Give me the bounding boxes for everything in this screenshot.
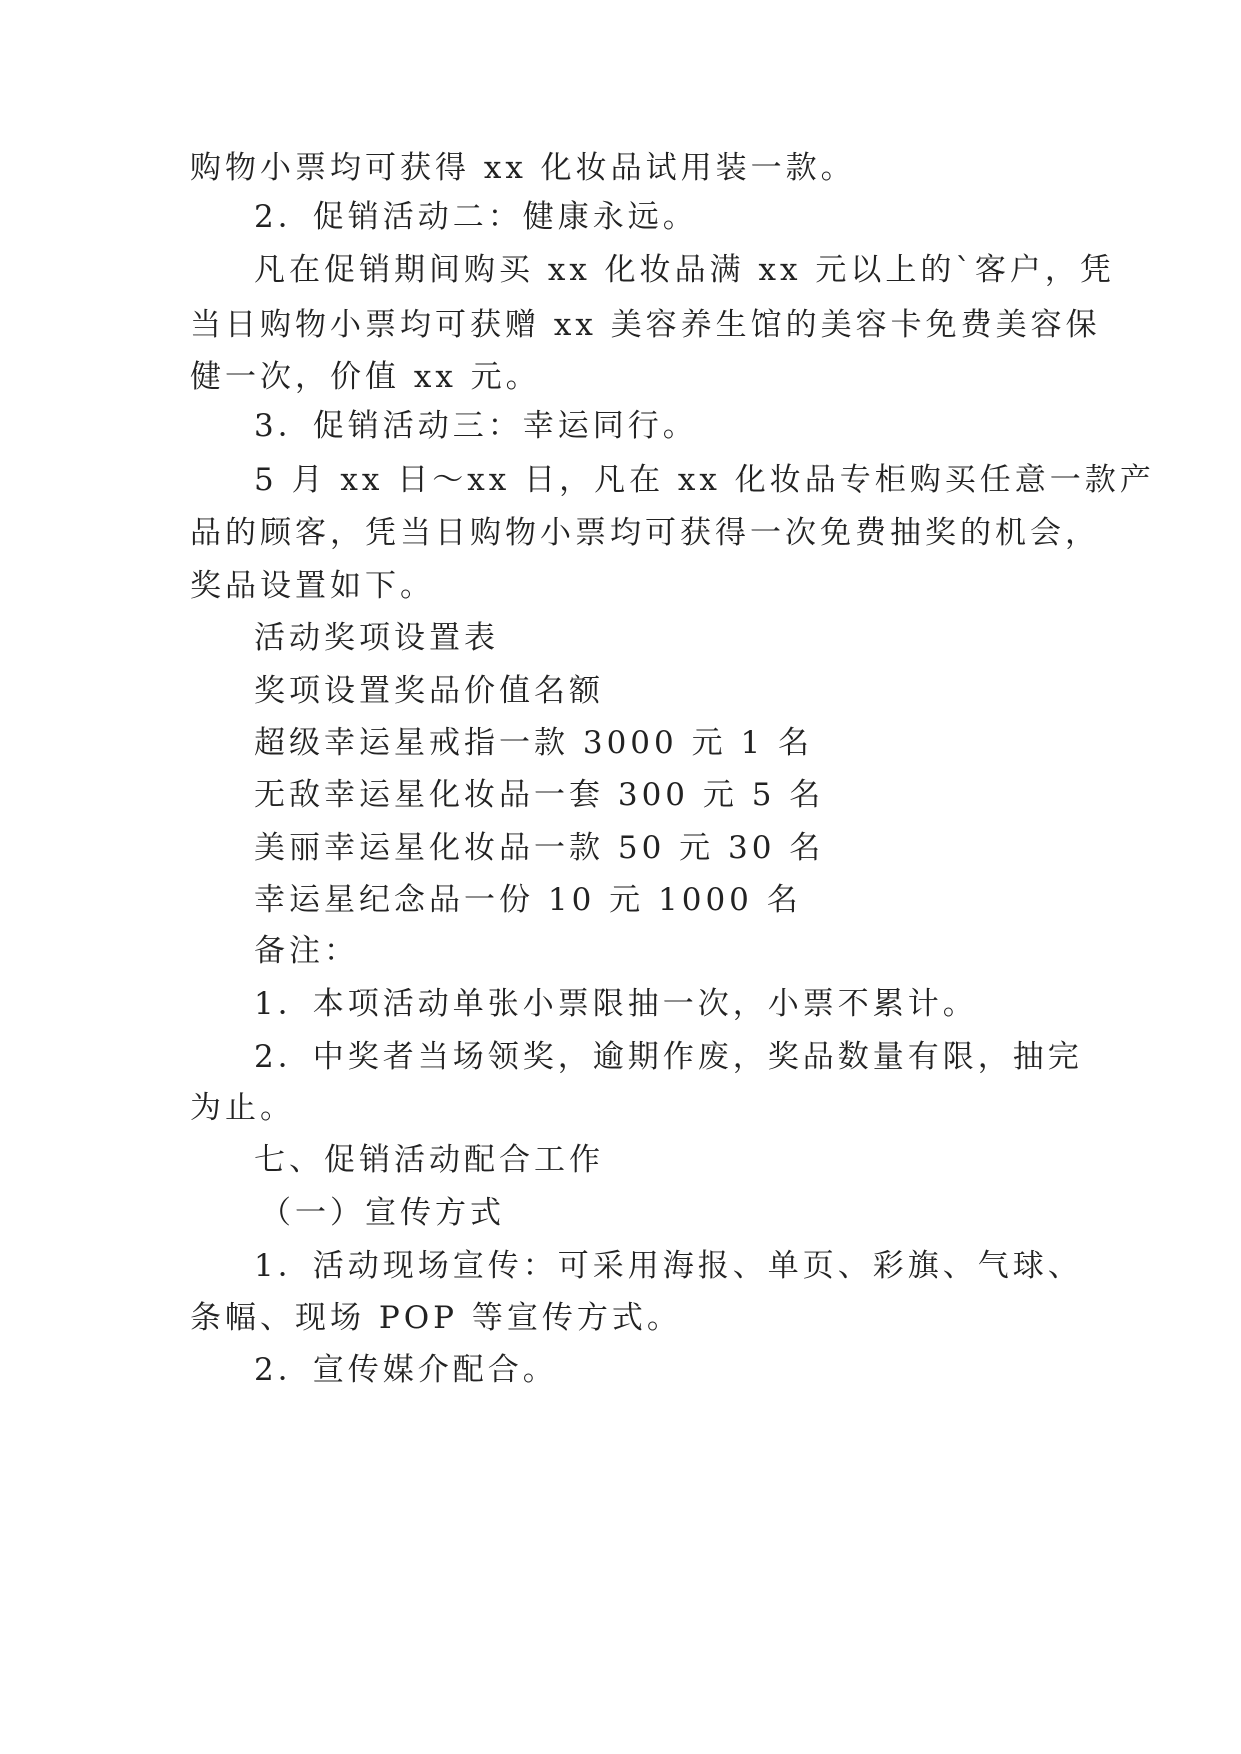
paragraph-line: 当日购物小票均可获赠 xx 美容养生馆的美容卡免费美容保 (190, 307, 1101, 343)
paragraph-line: 1．本项活动单张小票限抽一次，小票不累计。 (254, 986, 978, 1022)
paragraph-line: 为止。 (190, 1090, 295, 1126)
paragraph-line: 5 月 xx 日～xx 日，凡在 xx 化妆品专柜购买任意一款产 (254, 462, 1155, 498)
note-heading-line: 备注： (254, 933, 359, 969)
subsection-heading-line: （一）宣传方式 (260, 1195, 505, 1231)
paragraph-line: 3．促销活动三：幸运同行。 (254, 408, 698, 444)
paragraph-line: 健一次，价值 xx 元。 (190, 359, 541, 395)
table-row-line: 超级幸运星戒指一款 3000 元 1 名 (254, 725, 814, 761)
paragraph-line: 奖品设置如下。 (190, 568, 435, 604)
paragraph-line: 品的顾客，凭当日购物小票均可获得一次免费抽奖的机会， (190, 515, 1100, 551)
table-title-line: 活动奖项设置表 (254, 620, 499, 656)
table-header-line: 奖项设置奖品价值名额 (254, 673, 604, 709)
paragraph-line: 2．中奖者当场领奖，逾期作废，奖品数量有限，抽完 (254, 1039, 1083, 1075)
paragraph-line: 条幅、现场 POP 等宣传方式。 (190, 1300, 682, 1336)
paragraph-line: 购物小票均可获得 xx 化妆品试用装一款。 (190, 150, 856, 186)
paragraph-line: 1．活动现场宣传：可采用海报、单页、彩旗、气球、 (254, 1248, 1083, 1284)
paragraph-line: 2．促销活动二：健康永远。 (254, 199, 698, 235)
section-heading-line: 七、促销活动配合工作 (254, 1142, 604, 1178)
table-row-line: 美丽幸运星化妆品一款 50 元 30 名 (254, 830, 825, 866)
paragraph-line: 2．宣传媒介配合。 (254, 1352, 558, 1388)
paragraph-line: 凡在促销期间购买 xx 化妆品满 xx 元以上的`客户，凭 (254, 252, 1115, 288)
table-row-line: 无敌幸运星化妆品一套 300 元 5 名 (254, 777, 825, 813)
table-row-line: 幸运星纪念品一份 10 元 1000 名 (254, 882, 802, 918)
